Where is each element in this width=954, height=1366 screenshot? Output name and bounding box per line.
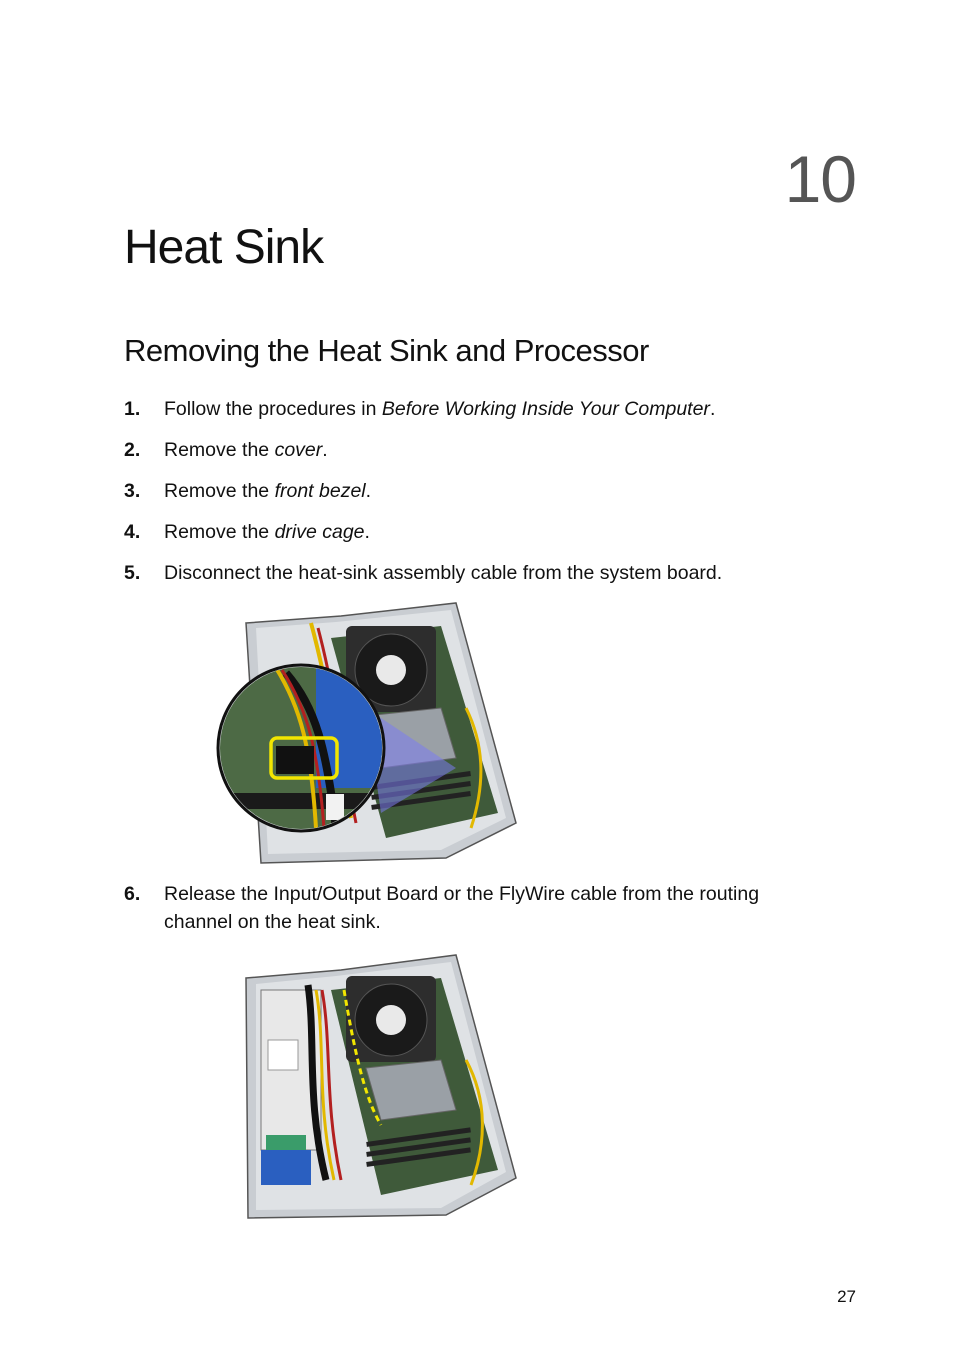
- page-number: 27: [837, 1287, 856, 1306]
- step-link[interactable]: cover: [274, 439, 323, 461]
- step-text: Disconnect the heat-sink assembly cable from the system board.: [164, 562, 723, 584]
- psu-stripe: [266, 1135, 306, 1150]
- step-item: [124, 880, 824, 936]
- step-item: [124, 559, 824, 587]
- step-number: 3.: [124, 480, 141, 502]
- step-item: 3. Remove the front bezel.: [124, 477, 824, 505]
- step-text: Remove the: [164, 439, 275, 461]
- chapter-number: 10: [784, 142, 856, 216]
- step-link[interactable]: front bezel: [274, 480, 366, 502]
- step-text: Remove the: [164, 521, 275, 543]
- section-title: Removing the Heat Sink and Processor: [124, 333, 649, 368]
- figure-heat-sink-cable: [216, 598, 526, 868]
- step-number: 4.: [124, 521, 141, 543]
- chapter-title: Heat Sink: [124, 221, 324, 274]
- step-item: 2. Remove the cover.: [124, 436, 824, 464]
- step-item: 1. Follow the procedures in Before Working Inside Your Computer.: [124, 395, 824, 423]
- figure-routing-channel: [216, 950, 526, 1225]
- step-number: 1.: [124, 398, 141, 420]
- step-text: Release the Input/Output Board or the FlyWire cable from the routing channel on the heat sink.: [164, 883, 760, 933]
- fan-label: [376, 1005, 406, 1035]
- heat-sink: [366, 1060, 456, 1120]
- step-link[interactable]: Before Working Inside Your Computer: [381, 398, 710, 420]
- step-text: Remove the: [164, 480, 275, 502]
- step-number: 5.: [124, 562, 141, 584]
- step-text: Follow the procedures in: [164, 398, 382, 420]
- psu-label: [268, 1040, 298, 1070]
- step-item: 4. Remove the drive cage.: [124, 518, 824, 546]
- step-number: 2.: [124, 439, 141, 461]
- step-number: 6.: [124, 883, 141, 905]
- step-link[interactable]: drive cage: [274, 521, 365, 543]
- drive-latch: [261, 1150, 311, 1185]
- fan-label: [376, 655, 406, 685]
